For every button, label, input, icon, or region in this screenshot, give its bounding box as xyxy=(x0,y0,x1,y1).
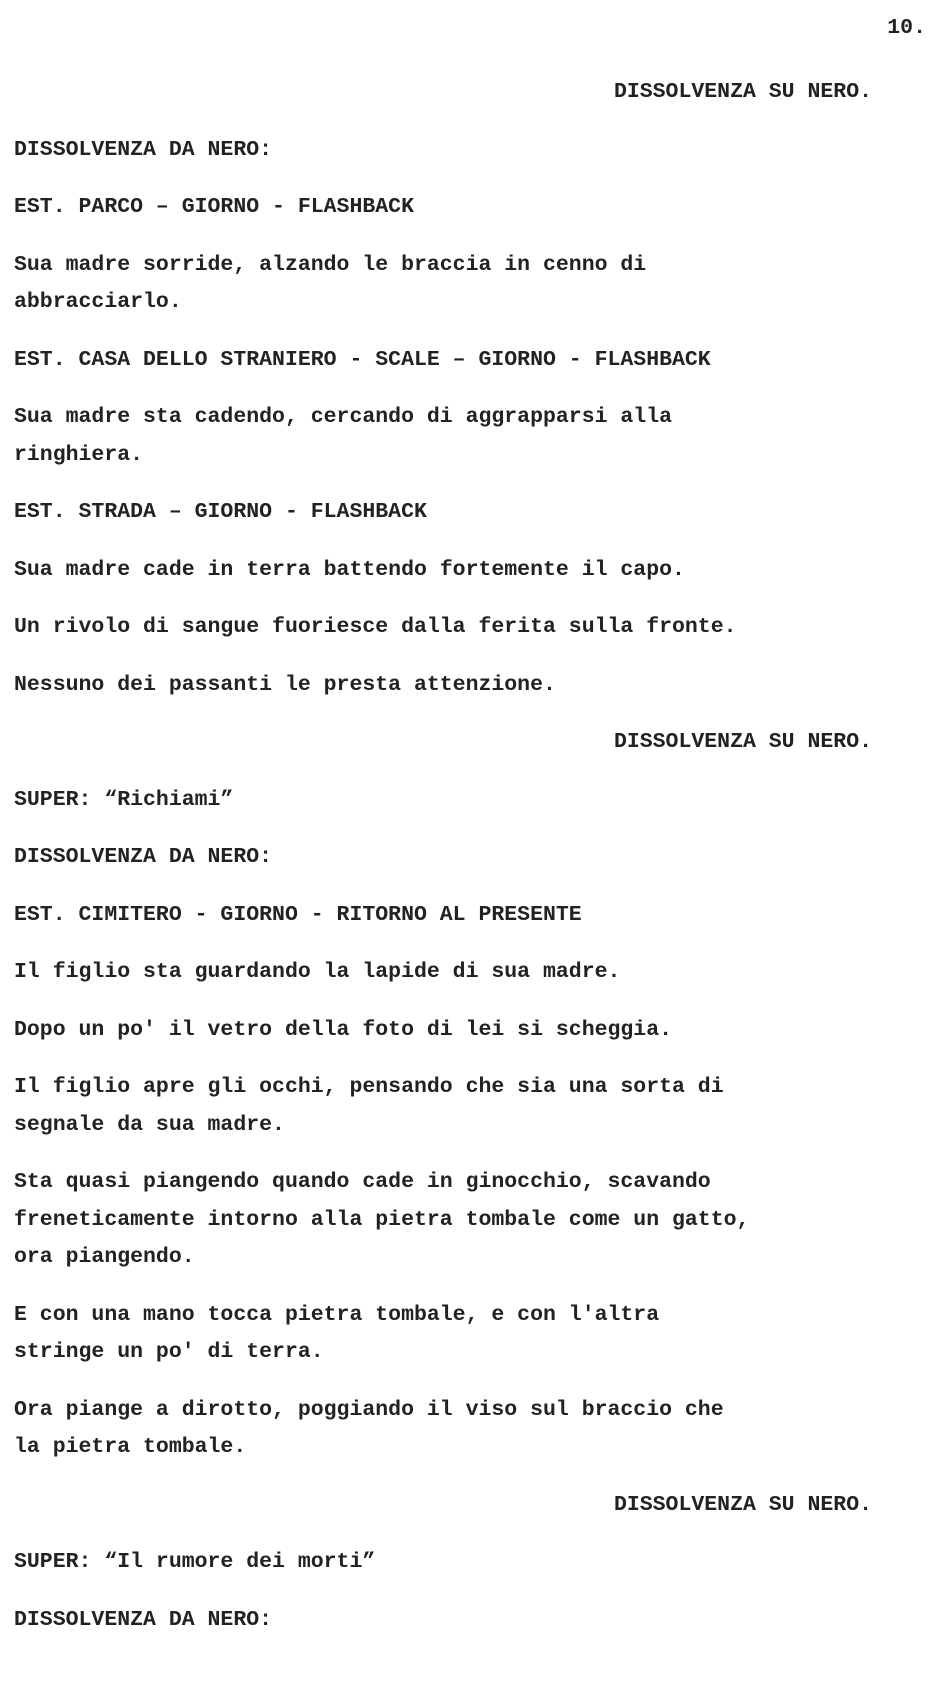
transition-dissolve-out: DISSOLVENZA SU NERO. xyxy=(613,1492,872,1517)
screenplay-body xyxy=(14,74,874,1659)
transition-dissolve-in: DISSOLVENZA DA NERO: xyxy=(14,137,273,162)
action-line: Sua madre sta cadendo, cercando di aggrapparsi alla ringhiera. xyxy=(14,405,673,467)
action-line: Sua madre cade in terra battendo fortemente il capo. xyxy=(14,557,685,582)
scene-heading-strada: EST. STRADA – GIORNO - FLASHBACK xyxy=(14,500,427,524)
super-title: SUPER: “Richiami” xyxy=(14,787,234,812)
action-line: Sta quasi piangendo quando cade in ginocchio, scavando freneticamente intorno alla pietra tombale come un gatto, ora piangendo. xyxy=(14,1170,750,1269)
action-line: E con una mano tocca pietra tombale, e con l'altra stringe un po' di terra. xyxy=(14,1302,660,1364)
action-line: Dopo un po' il vetro della foto di lei si scheggia. xyxy=(14,1017,673,1042)
action-line: Un rivolo di sangue fuoriesce dalla ferita sulla fronte. xyxy=(14,615,737,639)
transition-dissolve-out: DISSOLVENZA SU NERO. xyxy=(613,80,872,104)
super-title: SUPER: “Il rumore dei morti” xyxy=(14,1550,376,1574)
page-number: 10. xyxy=(887,16,926,40)
transition-dissolve-in: DISSOLVENZA DA NERO: xyxy=(14,845,273,869)
transition-dissolve-out: DISSOLVENZA SU NERO. xyxy=(613,730,872,754)
action-line: Il figlio apre gli occhi, pensando che sia una sorta di segnale da sua madre. xyxy=(14,1075,724,1137)
action-line: Sua madre sorride, alzando le braccia in cenno di abbracciarlo. xyxy=(14,252,647,314)
scene-heading-casa-straniero: EST. CASA DELLO STRANIERO - SCALE – GIORNO - FLASHBACK xyxy=(14,347,711,372)
action-line: Ora piange a dirotto, poggiando il viso sul braccio che la pietra tombale. xyxy=(14,1397,724,1459)
transition-dissolve-in: DISSOLVENZA DA NERO: xyxy=(14,1607,273,1632)
scene-heading-parco: EST. PARCO – GIORNO - FLASHBACK xyxy=(14,195,414,219)
scene-heading-cimitero: EST. CIMITERO - GIORNO - RITORNO AL PRESENTE xyxy=(14,902,582,927)
action-line: Il figlio sta guardando la lapide di sua madre. xyxy=(14,960,621,984)
action-line: Nessuno dei passanti le presta attenzione. xyxy=(14,672,556,697)
